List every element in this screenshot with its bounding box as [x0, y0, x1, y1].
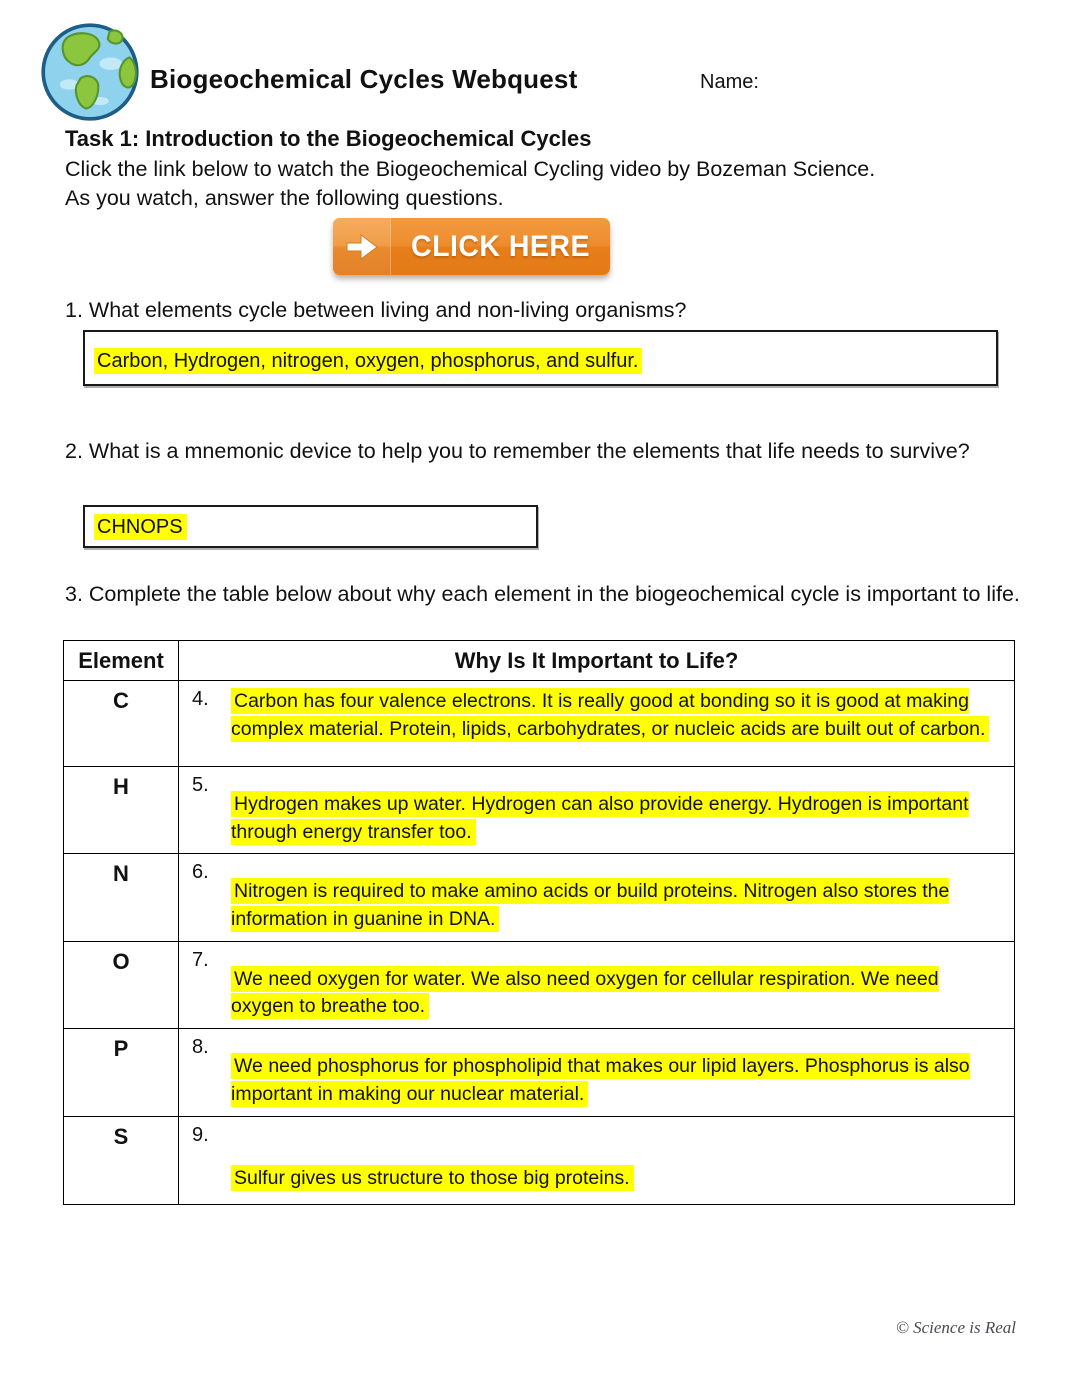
element-symbol: P: [64, 1029, 179, 1116]
earth-icon: [38, 20, 142, 124]
item-number: 7.: [192, 948, 209, 971]
element-answer-cell[interactable]: [179, 681, 1015, 767]
answer-oxygen-text: We need oxygen for water. We also need oxygen for cellular respiration. We need oxygen to breathe too.: [231, 967, 939, 1018]
answer-1-text: Carbon, Hydrogen, nitrogen, oxygen, phosphorus, and sulfur.: [94, 348, 642, 374]
copyright-credit: © Science is Real: [895, 1318, 1016, 1337]
element-answer-cell[interactable]: [179, 1029, 1015, 1116]
answer-carbon-text: Carbon has four valence electrons. It is really good at bonding so it is good at making complex material. Protein, lipids, carbohydrates, or nucleic acids are built out of carbon.: [231, 688, 989, 742]
arrow-right-icon: [333, 218, 391, 275]
answer-2-text: CHNOPS: [94, 514, 187, 540]
element-symbol: S: [64, 1116, 179, 1204]
table-header-element: Element: [64, 641, 179, 681]
table-row-hydrogen: [64, 767, 1015, 854]
question-2: 2. What is a mnemonic device to help you to remember the elements that life needs to survive?: [65, 439, 970, 463]
item-number: 4.: [192, 688, 209, 710]
question-1: 1. What elements cycle between living and non-living organisms?: [65, 298, 687, 322]
item-number: 9.: [192, 1123, 209, 1146]
answer-box-2[interactable]: [83, 505, 538, 548]
item-number: 8.: [192, 1036, 209, 1059]
table-header-row: [64, 641, 1015, 681]
table-row-phosphorus: [64, 1029, 1015, 1116]
table-header-why: Why Is It Important to Life?: [179, 641, 1015, 681]
task-instructions-line1: Click the link below to watch the Biogeochemical Cycling video by Bozeman Science.: [65, 157, 876, 181]
element-answer-cell[interactable]: [179, 767, 1015, 854]
element-symbol: O: [64, 941, 179, 1028]
task-instructions-line2: As you watch, answer the following questions.: [65, 186, 504, 210]
question-3: 3. Complete the table below about why each element in the biogeochemical cycle is important to life.: [65, 582, 1020, 606]
click-here-button[interactable]: [333, 218, 610, 275]
page-title: Biogeochemical Cycles Webquest: [150, 64, 578, 94]
table-row-carbon: [64, 681, 1015, 767]
answer-nitrogen-text: Nitrogen is required to make amino acids or build proteins. Nitrogen also stores the information in guanine in DNA.: [231, 880, 950, 931]
element-symbol: N: [64, 854, 179, 941]
task-instructions: [65, 155, 1025, 213]
task-heading: Task 1: Introduction to the Biogeochemical Cycles: [65, 126, 592, 151]
element-answer-cell[interactable]: [179, 1116, 1015, 1204]
item-number: 6.: [192, 861, 209, 884]
click-here-label: CLICK HERE: [411, 229, 590, 263]
answer-phosphorus-text: We need phosphorus for phospholipid that makes our lipid layers. Phosphorus is also important in making our nuclear material.: [231, 1055, 970, 1105]
element-symbol: H: [64, 767, 179, 854]
table-row-sulfur: [64, 1116, 1015, 1204]
element-answer-cell[interactable]: [179, 854, 1015, 941]
element-table: [63, 640, 1015, 1205]
name-label: Name:: [700, 71, 759, 93]
answer-hydrogen-text: Hydrogen makes up water. Hydrogen can also provide energy. Hydrogen is important through energy transfer too.: [231, 793, 969, 843]
item-number: 5.: [192, 774, 209, 796]
element-answer-cell[interactable]: [179, 941, 1015, 1028]
table-row-nitrogen: [64, 854, 1015, 941]
answer-sulfur-text: Sulfur gives us structure to those big proteins.: [231, 1165, 634, 1191]
answer-box-1[interactable]: [83, 330, 998, 386]
table-row-oxygen: [64, 941, 1015, 1028]
element-symbol: C: [64, 681, 179, 767]
